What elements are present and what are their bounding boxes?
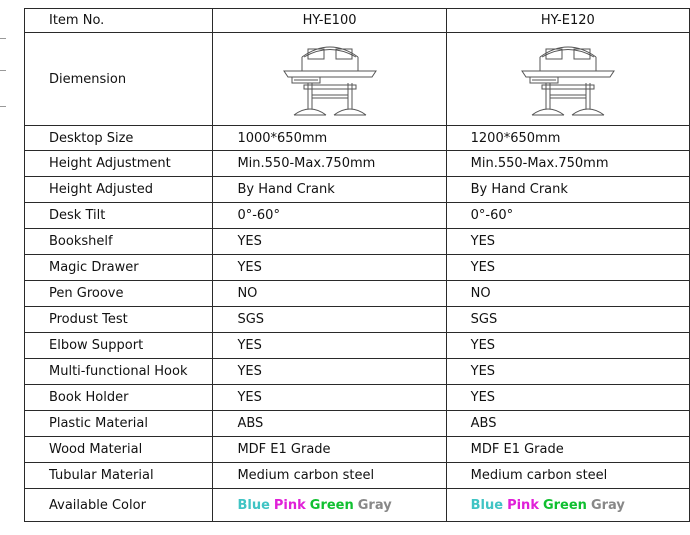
table-row (25, 411, 690, 437)
table-row (25, 255, 690, 281)
dimension-row (25, 33, 690, 126)
row-value: MDF E1 Grade (213, 437, 446, 463)
table-row (25, 307, 690, 333)
dimension-image-cell (446, 33, 689, 126)
row-value: Medium carbon steel (446, 463, 689, 489)
row-value: Min.550-Max.750mm (213, 151, 446, 177)
table-row (25, 281, 690, 307)
dimension-label: Diemension (25, 33, 213, 126)
row-value: 0°-60° (213, 203, 446, 229)
row-label: Multi-functional Hook (25, 359, 213, 385)
row-value: Medium carbon steel (213, 463, 446, 489)
color-pink: Pink (507, 497, 539, 513)
color-list (213, 489, 446, 522)
header-row (25, 9, 690, 33)
row-value: NO (446, 281, 689, 307)
color-green: Green (542, 497, 587, 513)
table-row (25, 359, 690, 385)
row-value: YES (446, 255, 689, 281)
row-value: YES (446, 333, 689, 359)
table-row (25, 385, 690, 411)
row-label: Plastic Material (25, 411, 213, 437)
spec-table (24, 8, 690, 522)
row-value: ABS (446, 411, 689, 437)
row-label: Desk Tilt (25, 203, 213, 229)
desk-drawing-icon (280, 37, 380, 121)
item-no-label: Item No. (25, 9, 213, 33)
row-value: ABS (213, 411, 446, 437)
row-value: By Hand Crank (446, 177, 689, 203)
desk-drawing-icon (518, 37, 618, 121)
table-row (25, 177, 690, 203)
row-value: SGS (213, 307, 446, 333)
row-value: YES (213, 333, 446, 359)
table-row (25, 333, 690, 359)
table-row (25, 463, 690, 489)
model-name: HY-E100 (213, 9, 446, 33)
color-gray: Gray (357, 497, 392, 513)
row-label: Height Adjusted (25, 177, 213, 203)
table-row (25, 151, 690, 177)
color-blue: Blue (470, 497, 504, 513)
color-blue: Blue (237, 497, 270, 513)
row-value: YES (213, 385, 446, 411)
table-row (25, 229, 690, 255)
row-label: Desktop Size (25, 126, 213, 151)
color-row (25, 489, 690, 522)
row-label: Height Adjustment (25, 151, 213, 177)
row-label: Elbow Support (25, 333, 213, 359)
color-list (446, 489, 689, 522)
row-label: Produst Test (25, 307, 213, 333)
row-value: By Hand Crank (213, 177, 446, 203)
row-value: SGS (446, 307, 689, 333)
table-row (25, 126, 690, 151)
row-value: YES (446, 229, 689, 255)
row-value: YES (213, 255, 446, 281)
row-value: YES (446, 359, 689, 385)
row-value: MDF E1 Grade (446, 437, 689, 463)
row-label: Wood Material (25, 437, 213, 463)
row-label: Bookshelf (25, 229, 213, 255)
row-value: 1200*650mm (446, 126, 689, 151)
dimension-image-cell (213, 33, 446, 126)
row-value: 1000*650mm (213, 126, 446, 151)
edge-mark (0, 38, 6, 39)
color-gray: Gray (590, 497, 625, 513)
row-value: NO (213, 281, 446, 307)
row-value: YES (213, 359, 446, 385)
row-label: Tubular Material (25, 463, 213, 489)
color-green: Green (309, 497, 354, 513)
row-label: Book Holder (25, 385, 213, 411)
row-value: 0°-60° (446, 203, 689, 229)
model-name: HY-E120 (446, 9, 689, 33)
row-value: YES (446, 385, 689, 411)
row-value: YES (213, 229, 446, 255)
edge-mark (0, 70, 6, 71)
edge-mark (0, 106, 6, 107)
row-label: Available Color (25, 489, 213, 522)
row-label: Pen Groove (25, 281, 213, 307)
table-row (25, 203, 690, 229)
table-row (25, 437, 690, 463)
row-value: Min.550-Max.750mm (446, 151, 689, 177)
row-label: Magic Drawer (25, 255, 213, 281)
color-pink: Pink (273, 497, 306, 513)
